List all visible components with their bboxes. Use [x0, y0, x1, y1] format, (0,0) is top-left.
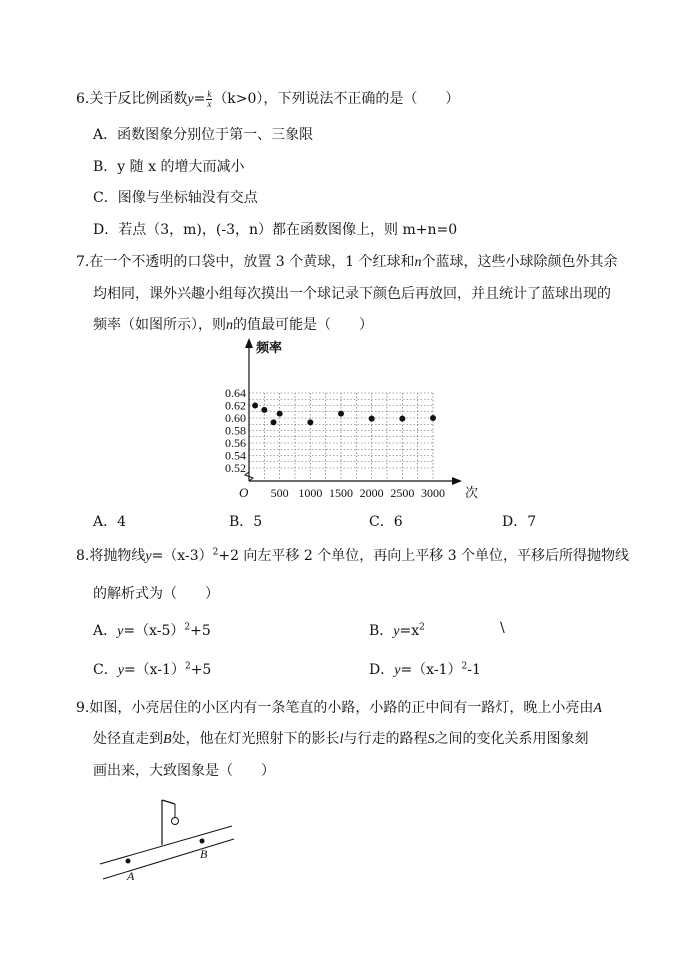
- q8-text: 8.将抛物线: [76, 548, 146, 564]
- option-letter: B．: [369, 623, 394, 639]
- option-text: +5: [190, 623, 211, 639]
- option-text: =（x-1）: [123, 662, 185, 678]
- option-letter: A．: [93, 127, 118, 143]
- x-tick-label: 1500: [329, 486, 353, 500]
- q6-eq: =: [193, 91, 206, 107]
- option-letter: D．: [502, 514, 528, 530]
- road-edge-bottom: [103, 839, 234, 879]
- q8-line-1: [76, 545, 629, 565]
- option-var-y: y: [117, 663, 124, 678]
- option-exponent: 2: [184, 661, 191, 672]
- q9-text: 与行走的路程: [343, 731, 428, 747]
- option-text: +5: [190, 662, 212, 678]
- q9-var-l: l: [339, 732, 344, 747]
- option-letter: A．: [93, 514, 118, 530]
- option-text: =（x-5）: [123, 623, 185, 639]
- q6-prefix: 6.关于反比例函数: [76, 91, 188, 107]
- y-tick-label: 0.60: [225, 411, 246, 425]
- lamp-arm: [162, 800, 175, 804]
- q8-text: +2 向左平移 2 个单位，再向上平移 3 个单位，平移后所得抛物线: [218, 548, 630, 564]
- q7-line-2: 均相同，课外兴趣小组每次摸出一个球记录下颜色后再放回，并且统计了蓝球出现的: [93, 286, 611, 302]
- q7-text: 频率（如图所示），则: [93, 317, 226, 333]
- y-tick-label: 0.54: [225, 448, 246, 463]
- y-axis-arrow: [245, 338, 253, 348]
- x-tick-label: 1000: [298, 486, 323, 500]
- q8-text: =（x-3）: [151, 548, 213, 564]
- data-point: [261, 407, 267, 413]
- q7-var-n: n: [414, 255, 422, 270]
- q8-exponent: 2: [212, 547, 219, 558]
- fig-label-a: A: [127, 869, 135, 883]
- option-text: -1: [467, 662, 481, 678]
- q9-text: 处径直走到: [93, 731, 163, 747]
- q8-line-2: 的解析式为（ ）: [93, 586, 219, 602]
- q9-var-s: S: [427, 732, 435, 747]
- option-var-y: y: [117, 624, 124, 639]
- option-exponent: 2: [419, 622, 425, 633]
- q8-option-b[interactable]: [369, 620, 425, 640]
- option-letter: C．: [93, 662, 118, 678]
- q8-option-d[interactable]: [369, 659, 481, 679]
- option-letter: B．: [229, 514, 254, 530]
- option-letter: D．: [369, 662, 395, 678]
- q7-option-d[interactable]: [502, 511, 536, 531]
- option-letter: C．: [93, 190, 118, 206]
- option-text: =（x-1）: [400, 662, 462, 678]
- q9-point-a: A: [593, 701, 602, 716]
- fig-label-b: B: [200, 847, 208, 861]
- data-point: [307, 419, 313, 425]
- y-tick-label: 0.58: [225, 423, 246, 438]
- q8-var-y: y: [145, 549, 152, 564]
- q6-frac-den: x: [207, 98, 212, 109]
- data-point: [338, 411, 344, 417]
- y-axis-title: 频率: [256, 340, 283, 355]
- option-letter: C．: [369, 514, 394, 530]
- option-exponent: 2: [184, 622, 191, 633]
- option-var-y: y: [394, 663, 401, 678]
- road-lamp-figure: [95, 792, 245, 892]
- option-exponent: 2: [461, 661, 468, 672]
- q9-text: 9.如图，小亮居住的小区内有一条笔直的小路，小路的正中间有一路灯，晚上小亮由: [76, 700, 594, 716]
- q8-stray-mark: \: [500, 620, 505, 636]
- q7-text: 的值最可能是（ ）: [233, 317, 373, 333]
- y-tick-label: 0.52: [225, 461, 246, 475]
- point-b-dot: [200, 839, 205, 844]
- y-tick-label: 0.56: [225, 436, 246, 450]
- option-text: 7: [527, 514, 537, 530]
- lamp-bulb-icon: [172, 818, 179, 825]
- q7-option-b[interactable]: [229, 511, 262, 531]
- x-tick-label: 3000: [421, 486, 445, 500]
- q6-frac-num: k: [207, 88, 212, 99]
- q6-func-y: y: [187, 92, 194, 107]
- option-text: 函数图象分别位于第一、三象限: [117, 127, 314, 143]
- q9-line-1: [76, 697, 602, 717]
- data-point: [277, 411, 283, 417]
- y-tick-label: 0.62: [225, 398, 246, 413]
- q7-option-c[interactable]: [369, 511, 403, 531]
- q8-option-a[interactable]: [93, 620, 211, 640]
- q7-text: 7.在一个不透明的口袋中，放置 3 个黄球，1 个红球和: [76, 254, 415, 270]
- option-var-y: y: [393, 624, 400, 639]
- x-tick-label: 500: [270, 486, 289, 500]
- option-text: y 随 x 的增大而减小: [117, 159, 245, 175]
- q8-option-c[interactable]: [93, 659, 211, 679]
- q6-condition: （k>0），下列说法不正确的是（ ）: [213, 91, 460, 107]
- option-text: 4: [117, 514, 127, 530]
- option-letter: D．: [93, 222, 119, 238]
- road-edge-top: [100, 826, 232, 864]
- q7-var-n: n: [226, 318, 233, 333]
- q9-text: 处，他在灯光照射下的影长: [171, 731, 340, 747]
- option-text: 5: [253, 514, 263, 530]
- q9-point-b: B: [163, 732, 172, 747]
- x-tick-label: 2000: [359, 486, 384, 500]
- data-point: [430, 415, 436, 421]
- data-point: [271, 419, 277, 425]
- origin-label: O: [239, 485, 249, 500]
- option-text: 图像与坐标轴没有交点: [117, 190, 258, 206]
- q9-line-3: 画出来，大致图象是（ ）: [93, 763, 275, 779]
- option-text: 若点（3，m)，(-3，n）都在函数图像上，则 m+n=0: [118, 222, 458, 238]
- data-point: [252, 403, 258, 409]
- point-a-dot: [126, 859, 131, 864]
- data-point: [369, 416, 375, 422]
- x-axis-arrow: [452, 477, 462, 485]
- x-axis-title: 次: [465, 485, 479, 500]
- option-text: 6: [393, 514, 403, 530]
- option-letter: B．: [93, 159, 118, 175]
- x-tick-label: 2500: [390, 486, 415, 500]
- q7-text: 个蓝球，这些小球除颜色外其余: [421, 254, 618, 270]
- q9-text: 之间的变化关系用图象刻: [434, 731, 589, 747]
- option-text: =x: [399, 623, 420, 639]
- option-letter: A．: [93, 623, 118, 639]
- data-point: [399, 416, 405, 422]
- y-tick-label: 0.64: [225, 386, 246, 400]
- q9-line-2: [93, 728, 588, 748]
- q7-option-a[interactable]: [93, 511, 126, 531]
